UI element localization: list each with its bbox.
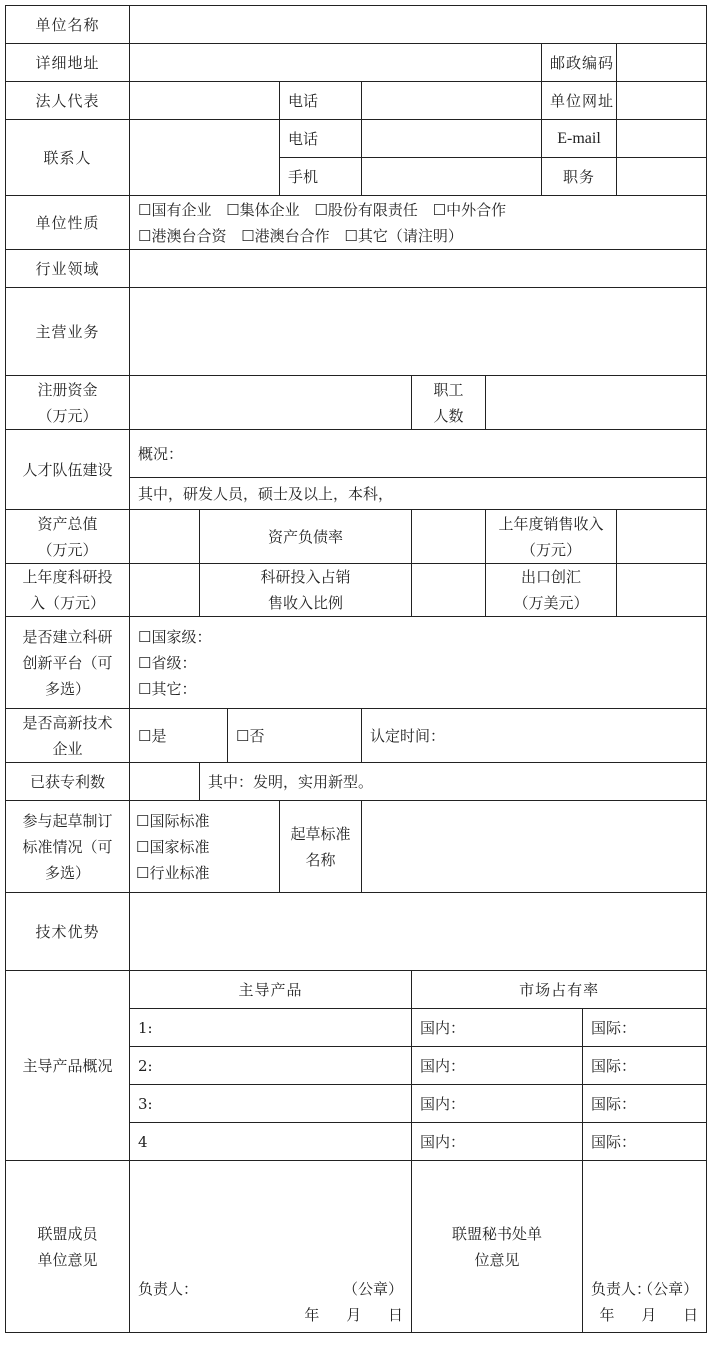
standards-name-line2: 名称 <box>305 850 336 869</box>
hightech-label-line2: 企业 <box>52 739 83 758</box>
row-address <box>6 44 707 82</box>
legal-rep-field[interactable] <box>130 82 280 120</box>
standards-name-label <box>280 801 362 893</box>
row-opinions <box>6 1161 707 1333</box>
secretariat-date <box>578 1302 699 1328</box>
export-label <box>486 564 617 617</box>
export-label-line1: 出口创汇 <box>520 568 581 586</box>
talent-label: 人才队伍建设 <box>6 430 130 510</box>
row-legal-rep <box>6 82 707 120</box>
product-3-domestic[interactable]: 国内： <box>412 1085 583 1123</box>
member-date <box>282 1302 403 1328</box>
total-assets-line1: 资产总值 <box>37 514 98 533</box>
export-label-line2: （万美元） <box>513 594 589 612</box>
talent-detail[interactable]: 其中，研发人员，硕士及以上，本科， <box>130 478 707 510</box>
nature-option-joint-stock[interactable]: ☐股份有限责任 <box>314 200 418 219</box>
platform-option-national[interactable]: ☐国家级： <box>138 627 212 646</box>
email-label: E-mail <box>542 120 617 158</box>
standards-name-line1: 起草标准 <box>290 824 351 843</box>
staff-label <box>412 376 486 430</box>
nature-options-row1 <box>138 197 698 223</box>
member-date-month: 月 <box>346 1306 362 1324</box>
member-date-year: 年 <box>304 1306 320 1324</box>
research-invest-line2: 入（万元） <box>29 594 105 612</box>
products-header-share: 市场占有率 <box>412 971 707 1009</box>
patents-field[interactable] <box>130 763 200 801</box>
nature-label: 单位性质 <box>6 196 130 250</box>
research-ratio-line2: 售收入比例 <box>267 594 343 612</box>
contact-label: 联系人 <box>6 120 130 196</box>
member-opinion-line1: 联盟成员 <box>37 1224 98 1243</box>
contact-mobile-label: 手机 <box>280 158 362 196</box>
hightech-label-line1: 是否高新技术 <box>22 713 113 732</box>
row-platform <box>6 617 707 709</box>
secretariat-opinion-line2: 位意见 <box>474 1250 520 1269</box>
row-products-header <box>6 971 707 1009</box>
products-label: 主导产品概况 <box>6 971 130 1161</box>
industry-label: 行业领域 <box>6 250 130 288</box>
unit-name-field[interactable] <box>130 6 707 44</box>
row-talent-1 <box>6 430 707 478</box>
total-assets-line2: （万元） <box>37 540 98 559</box>
secretariat-opinion-line1: 联盟秘书处单 <box>451 1224 542 1243</box>
product-1-name[interactable]: 1: <box>130 1009 412 1047</box>
address-field[interactable] <box>130 44 542 82</box>
nature-options-row2 <box>138 223 698 249</box>
legal-rep-phone-field[interactable] <box>362 82 542 120</box>
row-tech-advantage <box>6 893 707 971</box>
hightech-time[interactable]: 认定时间： <box>362 709 707 763</box>
staff-label-line1: 职工 <box>433 380 464 399</box>
products-header-product: 主导产品 <box>130 971 412 1009</box>
staff-label-line2: 人数 <box>433 406 464 425</box>
nature-option-hkmt-venture[interactable]: ☐港澳台合资 <box>138 226 227 245</box>
platform-option-provincial[interactable]: ☐省级： <box>138 653 197 672</box>
main-business-field[interactable] <box>130 288 707 376</box>
address-label: 详细地址 <box>6 44 130 82</box>
research-invest-line1: 上年度科研投 <box>22 568 113 586</box>
product-4-name[interactable]: 4 <box>130 1123 412 1161</box>
product-1-domestic[interactable]: 国内： <box>412 1009 583 1047</box>
row-assets <box>6 510 707 564</box>
tech-advantage-label: 技术优势 <box>6 893 130 971</box>
patents-label: 已获专利数 <box>6 763 130 801</box>
platform-option-other[interactable]: ☐其它： <box>138 679 197 698</box>
platform-label <box>6 617 130 709</box>
row-standards <box>6 801 707 893</box>
website-label: 单位网址 <box>542 82 617 120</box>
sales-label-line2: （万元） <box>520 540 581 559</box>
row-unit-name <box>6 6 707 44</box>
capital-label-line2: （万元） <box>37 406 98 425</box>
standards-label-line3: 多选） <box>44 863 90 882</box>
position-field[interactable] <box>617 158 707 196</box>
sales-label <box>486 510 617 564</box>
member-opinion-field[interactable] <box>130 1161 412 1333</box>
secretariat-responsible-label: 负责人： <box>591 1280 652 1298</box>
hightech-no-checkbox[interactable]: ☐否 <box>228 709 362 763</box>
product-1-intl[interactable]: 国际： <box>583 1009 707 1047</box>
standards-option-national[interactable]: ☐国家标准 <box>136 837 210 856</box>
product-3-intl[interactable]: 国际： <box>583 1085 707 1123</box>
research-ratio-field[interactable] <box>412 564 486 617</box>
row-patents <box>6 763 707 801</box>
row-industry <box>6 250 707 288</box>
secretariat-date-year: 年 <box>599 1306 615 1324</box>
nature-option-state[interactable]: ☐国有企业 <box>138 200 212 219</box>
row-main-business <box>6 288 707 376</box>
nature-option-other[interactable]: ☐其它（请注明） <box>344 226 463 245</box>
product-3-name[interactable]: 3: <box>130 1085 412 1123</box>
capital-label <box>6 376 130 430</box>
standards-option-industry[interactable]: ☐行业标准 <box>136 863 210 882</box>
product-2-domestic[interactable]: 国内： <box>412 1047 583 1085</box>
standards-label-line1: 参与起草制订 <box>22 811 113 830</box>
standards-name-field[interactable] <box>362 801 707 893</box>
row-capital <box>6 376 707 430</box>
standards-label <box>6 801 130 893</box>
talent-overview[interactable]: 概况： <box>130 430 707 478</box>
industry-field[interactable] <box>130 250 707 288</box>
main-business-label: 主营业务 <box>6 288 130 376</box>
total-assets-field[interactable] <box>130 510 200 564</box>
contact-field[interactable] <box>130 120 280 196</box>
product-4-domestic[interactable]: 国内： <box>412 1123 583 1161</box>
member-responsible-label: 负责人： <box>138 1280 199 1298</box>
secretariat-opinion-label <box>412 1161 583 1333</box>
capital-label-line1: 注册资金 <box>37 380 98 399</box>
contact-phone-label: 电话 <box>280 120 362 158</box>
website-field[interactable] <box>617 82 707 120</box>
standards-option-international[interactable]: ☐国际标准 <box>136 811 210 830</box>
member-opinion-line2: 单位意见 <box>37 1250 98 1269</box>
position-label: 职务 <box>542 158 617 196</box>
tech-advantage-field[interactable] <box>130 893 707 971</box>
platform-options <box>130 617 707 709</box>
research-ratio-label <box>200 564 412 617</box>
platform-label-line1: 是否建立科研 <box>22 627 113 646</box>
research-invest-label <box>6 564 130 617</box>
debt-ratio-field[interactable] <box>412 510 486 564</box>
research-invest-field[interactable] <box>130 564 200 617</box>
application-form <box>5 5 707 1333</box>
postcode-field[interactable] <box>617 44 707 82</box>
unit-name-label: 单位名称 <box>6 6 130 44</box>
secretariat-date-month: 月 <box>641 1306 657 1324</box>
legal-rep-label: 法人代表 <box>6 82 130 120</box>
total-assets-label <box>6 510 130 564</box>
staff-field[interactable] <box>486 376 707 430</box>
standards-options <box>130 801 280 893</box>
sales-label-line1: 上年度销售收入 <box>498 514 604 533</box>
member-date-day: 日 <box>387 1306 403 1324</box>
product-2-intl[interactable]: 国际： <box>583 1047 707 1085</box>
nature-option-collective[interactable]: ☐集体企业 <box>226 200 300 219</box>
secretariat-opinion-field[interactable] <box>583 1161 707 1333</box>
legal-rep-phone-label: 电话 <box>280 82 362 120</box>
hightech-yes-checkbox[interactable]: ☐是 <box>130 709 228 763</box>
row-nature <box>6 196 707 250</box>
postcode-label: 邮政编码 <box>542 44 617 82</box>
contact-mobile-field[interactable] <box>362 158 542 196</box>
nature-options <box>130 196 707 250</box>
email-field[interactable] <box>617 120 707 158</box>
row-contact-1 <box>6 120 707 158</box>
capital-field[interactable] <box>130 376 412 430</box>
secretariat-date-day: 日 <box>683 1306 699 1324</box>
secretariat-seal-label: （公章） <box>638 1280 699 1298</box>
contact-phone-field[interactable] <box>362 120 542 158</box>
row-research <box>6 564 707 617</box>
member-seal-label: （公章） <box>342 1280 403 1298</box>
row-hightech <box>6 709 707 763</box>
product-2-name[interactable]: 2: <box>130 1047 412 1085</box>
platform-label-line2: 创新平台（可 <box>22 653 113 672</box>
debt-ratio-label: 资产负债率 <box>200 510 412 564</box>
nature-option-hkmt-coop[interactable]: ☐港澳台合作 <box>241 226 330 245</box>
product-4-intl[interactable]: 国际： <box>583 1123 707 1161</box>
research-ratio-line1: 科研投入占销 <box>260 568 351 586</box>
patents-detail[interactable]: 其中：发明，实用新型。 <box>200 763 707 801</box>
hightech-label <box>6 709 130 763</box>
member-opinion-label <box>6 1161 130 1333</box>
sales-field[interactable] <box>617 510 707 564</box>
export-field[interactable] <box>617 564 707 617</box>
platform-label-line3: 多选） <box>44 679 90 698</box>
nature-option-sino-foreign[interactable]: ☐中外合作 <box>432 200 507 219</box>
standards-label-line2: 标准情况（可 <box>22 837 113 856</box>
